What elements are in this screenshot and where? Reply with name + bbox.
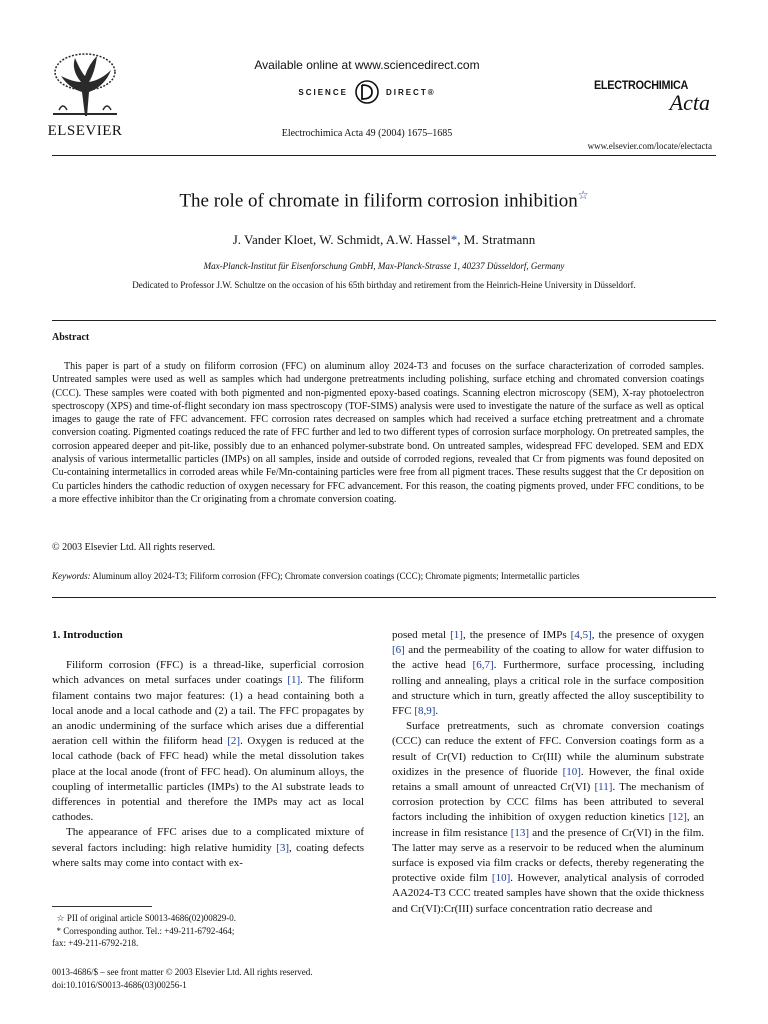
footnote-2 <box>52 925 352 938</box>
sd-left-text: SCIENCE <box>298 87 348 97</box>
title-text: The role of chromate in filiform corrosion inhibition <box>179 190 578 212</box>
citation-link[interactable]: [12] <box>668 811 687 824</box>
footnote-asterisk: * <box>56 925 61 936</box>
citation-link[interactable]: [10] <box>491 872 511 885</box>
footnote-1 <box>52 912 352 925</box>
publisher-name: ELSEVIER <box>47 123 123 139</box>
author-list <box>52 232 716 248</box>
journal-reference: Electrochimica Acta 49 (2004) 1675–1685 <box>281 128 453 139</box>
sciencedirect-d-icon <box>354 79 380 105</box>
text-run: , the presence of oxygen <box>591 629 704 641</box>
footnote-divider <box>52 906 152 907</box>
journal-subtitle: Acta <box>669 90 710 115</box>
available-online-text: Available online at www.sciencedirect.com <box>254 58 480 72</box>
section-heading: 1. Introduction <box>52 629 123 641</box>
article-title <box>52 188 716 212</box>
footnote-text: Corresponding author. Tel.: +49-211-6792-464; <box>61 925 235 936</box>
text-run: . However, the final oxide retains a small amount of unreacted Cr(VI) <box>392 765 704 794</box>
citation-link[interactable]: [6,7] <box>472 659 494 672</box>
abstract-divider <box>52 320 716 321</box>
text-run: . <box>435 705 439 718</box>
right-column <box>392 628 704 917</box>
keywords <box>52 571 712 581</box>
text-run: Surface pretreatments, such as chromate conversion coatings (CCC) can reduce the extent of FFC. Conversion coatings form as a result of Cr(VI) reduction to Cr(III) while the aluminum substrate oxidizes in the presence of fluoride <box>392 720 704 778</box>
citation-link[interactable]: [4,5] <box>570 629 592 641</box>
journal-name: ELECTROCHIMICA <box>594 78 689 92</box>
citation-link[interactable]: [3] <box>276 841 289 854</box>
journal-url-link[interactable]: www.elsevier.com/locate/electacta <box>587 141 712 151</box>
intro-paragraph-2 <box>52 825 364 871</box>
body-divider <box>52 597 716 598</box>
journal-logo <box>594 78 714 128</box>
left-column <box>52 628 364 871</box>
front-matter <box>52 966 392 992</box>
text-run: . However, analytical analysis of corroded AA2024-T3 CCC treated samples have shown that the oxide thickness and Cr(VI):Cr(III) surface concentration ratio decrease and <box>392 872 705 915</box>
abstract-heading: Abstract <box>52 332 90 343</box>
citation-link[interactable]: [10] <box>562 765 581 778</box>
affiliation: Max-Planck-Institut für Eisenforschung GmbH, Max-Planck-Strasse 1, 40237 Düsseldorf, Germany <box>203 261 565 271</box>
keywords-label: Keywords: <box>52 571 91 581</box>
abstract-paragraph: This paper is part of a study on filiform corrosion (FFC) on aluminum alloy 2024-T3 and focuses on the surface characterization of corroded samples. Untreated samples were used as well as samples which had undergone pretreatments including polishing, surface etching and chromated conversion coatings (CCC). These samples were coated with both pigmented and non-pigmented epoxy-based coatings. Scanning electron microscopy (SEM), X-ray photoelectron spectroscopy (XPS) and time-of-flight secondary ion mass spectroscopy (TOF-SIMS) analysis were used to investigate the nature of the surface as well as optical images to gauge the rate of FFC advancement. FFC corrosion rates decreased on samples which had received a surface etching pretreatment and a chromate conversion coating. Pigmented coatings reduced the rate of FFC further and led to two different types of corrosion surface morphology. On pretreated samples, the corrosion appeared deeper and pit-like, possibly due to an enhanced polymer-substrate bond. On untreated samples, widespread FFC developed. SEM and EDX analysis of various intermetallic particles (IMPs) on all samples, inside and outside of corroded regions, revealed that Cr from pigments was found deposited on Cu-containing intermetallics in corroded areas while Fe/Mn-containing particles were free from all pigment traces. These results suggest that the Cr deposition on Cu particles hinders the cathodic reduction of oxygen necessary for FFC advancement. For this reason, the coating pigments proved, under FFC conditions, to be a more effective inhibitor than the Cr originating from a chromate conversion coating. <box>52 361 704 505</box>
elsevier-logo <box>40 52 130 139</box>
citation-link[interactable]: [1] <box>450 629 463 641</box>
intro-paragraph-1 <box>52 658 364 825</box>
citation-link[interactable]: [6] <box>392 644 405 657</box>
text-run: Filiform corrosion (FFC) is a thread-like, superficial corrosion which advances on metal surfaces under coatings <box>52 659 364 687</box>
dedication: Dedicated to Professor J.W. Schultze on the occasion of his 65th birthday and retirement from the Heinrich-Heine University in Düsseldorf. <box>132 280 636 290</box>
elsevier-tree-icon <box>49 52 121 118</box>
sd-right-text: DIRECT® <box>385 87 436 97</box>
text-run: , an increase in film resistance <box>392 811 705 839</box>
abstract-body <box>52 360 704 506</box>
text-run: , the presence of IMPs <box>462 629 571 641</box>
text-run: The appearance of FFC arises due to a complicated mixture of several factors including: high relative humidity <box>52 826 364 854</box>
footnote-3: fax: +49-211-6792-218. <box>52 938 139 949</box>
citation-link[interactable]: [8,9] <box>414 705 436 718</box>
authors-part1: J. Vander Kloet, W. Schmidt, A.W. Hassel <box>232 232 451 247</box>
citation-link[interactable]: [2] <box>227 735 241 748</box>
text-run: and the permeability of the coating to allow for water diffusion to the active head <box>392 644 704 672</box>
text-run: and the presence of Cr(VI) in the film. The latter may serve as a reservoir to be reduced when the aluminum surface is exposed via film cracks or defects, thereby regenerating the protective oxide film <box>392 826 704 885</box>
citation-link[interactable]: [1] <box>287 674 301 687</box>
keywords-list: Aluminum alloy 2024-T3; Filiform corrosion (FFC); Chromate conversion coatings (CCC); Chromate pigments; Intermetallic particles <box>90 571 580 581</box>
authors-part2: , M. Stratmann <box>457 232 536 247</box>
text-run: , coating defects where salts may come into contact with ex- <box>52 841 364 869</box>
header-divider <box>52 155 716 156</box>
text-run: . Furthermore, surface processing, including rolling and annealing, plays a critical role in the surface composition and structure which in turn, greatly affected the alloy susceptibility to FFC <box>392 659 704 718</box>
sciencedirect-logo <box>252 78 482 106</box>
intro-paragraph-2-cont <box>392 628 704 719</box>
issn-line: 0013-4686/$ – see front matter © 2003 Elsevier Ltd. All rights reserved. <box>52 967 313 977</box>
citation-link[interactable]: [13] <box>510 826 530 839</box>
text-run: . Oxygen is reduced at the local cathode (back of FFC head) while the metal dissolution takes place at the local anode (front of FFC head). On aluminum alloys, the coupling of intermetallic particles (IMPs) to the Al substrate leads to differences in potential and therefore the IMPs may act as local cathodes. <box>52 735 364 824</box>
copyright-line: © 2003 Elsevier Ltd. All rights reserved. <box>52 542 216 553</box>
citation-link[interactable]: [11] <box>594 781 613 794</box>
text-run: . The filiform filament contains two major features: (1) a head containing both a local anode and a local cathode and (2) a tail. The FFC propagates by an anodic undermining of the surface which arises due a differential aeration cell within the filiform head <box>52 674 364 748</box>
footnote-text: PII of original article S0013-4686(02)00829-0. <box>64 913 237 923</box>
doi-line[interactable]: doi:10.1016/S0013-4686(03)00256-1 <box>52 980 187 990</box>
footnote-star-icon: ☆ <box>56 913 65 923</box>
footnotes <box>52 912 352 950</box>
intro-paragraph-3 <box>392 719 704 917</box>
corresponding-author-mark[interactable]: * <box>450 232 458 247</box>
text-run: . The mechanism of corrosion protection by CCC films has been attributed to several factors including the inhibition of oxygen reduction kinetics <box>392 781 705 824</box>
text-run: posed metal <box>392 629 451 641</box>
title-footnote-star-icon[interactable]: ☆ <box>577 188 589 202</box>
